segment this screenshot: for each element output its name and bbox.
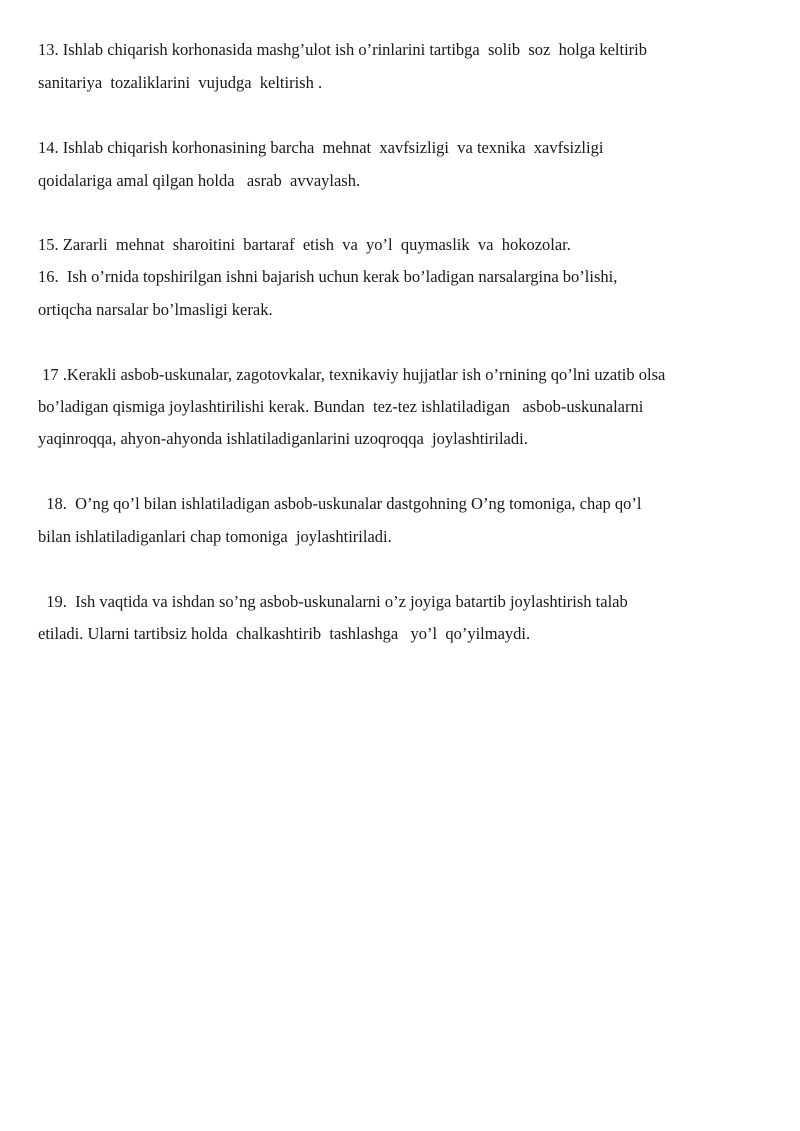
text-line: ortiqcha narsalar bo’lmasligi kerak. [38, 300, 273, 319]
text-line: etiladi. Ularni tartibsiz holda chalkashtirib tashlashga yo’l qo’yilmaydi. [38, 624, 531, 643]
text-line: 16. Ish o’rnida topshirilgan ishni bajarish uchun kerak bo’ladigan narsalargina bo’lishi, [38, 267, 618, 286]
text-line: 17 .Kerakli asbob-uskunalar, zagotovkalar, texnikaviy hujjatlar ish o’rnining qo’lni uzatib olsa [38, 365, 666, 384]
text-line: qoidalariga amal qilgan holda asrab avvaylash. [38, 171, 361, 190]
text-line: bo’ladigan qismiga joylashtirilishi kerak. Bundan tez-tez ishlatiladigan asbob-uskunalarni [38, 397, 644, 416]
text-line: 13. Ishlab chiqarish korhonasida mashg’ulot ish o’rinlarini tartibga solib soz holga keltirib [38, 40, 648, 59]
text-line: 14. Ishlab chiqarish korhonasining barcha mehnat xavfsizligi va texnika xavfsizligi [38, 138, 604, 157]
text-line: yaqinroqqa, ahyon-ahyonda ishlatiladiganlarini uzoqroqqa joylashtiriladi. [38, 429, 528, 448]
text-line: 18. O’ng qo’l bilan ishlatiladigan asbob-uskunalar dastgohning O’ng tomoniga, chap qo’l [38, 494, 642, 513]
text-line: sanitariya tozaliklarini vujudga keltirish . [38, 73, 323, 92]
text-line: 19. Ish vaqtida va ishdan so’ng asbob-uskunalarni o’z joyiga batartib joylashtirish talab [38, 592, 628, 611]
text-line: 15. Zararli mehnat sharoitini bartaraf etish va yo’l quymaslik va hokozolar. [38, 235, 571, 254]
text-line: bilan ishlatiladiganlari chap tomoniga joylashtiriladi. [38, 527, 392, 546]
